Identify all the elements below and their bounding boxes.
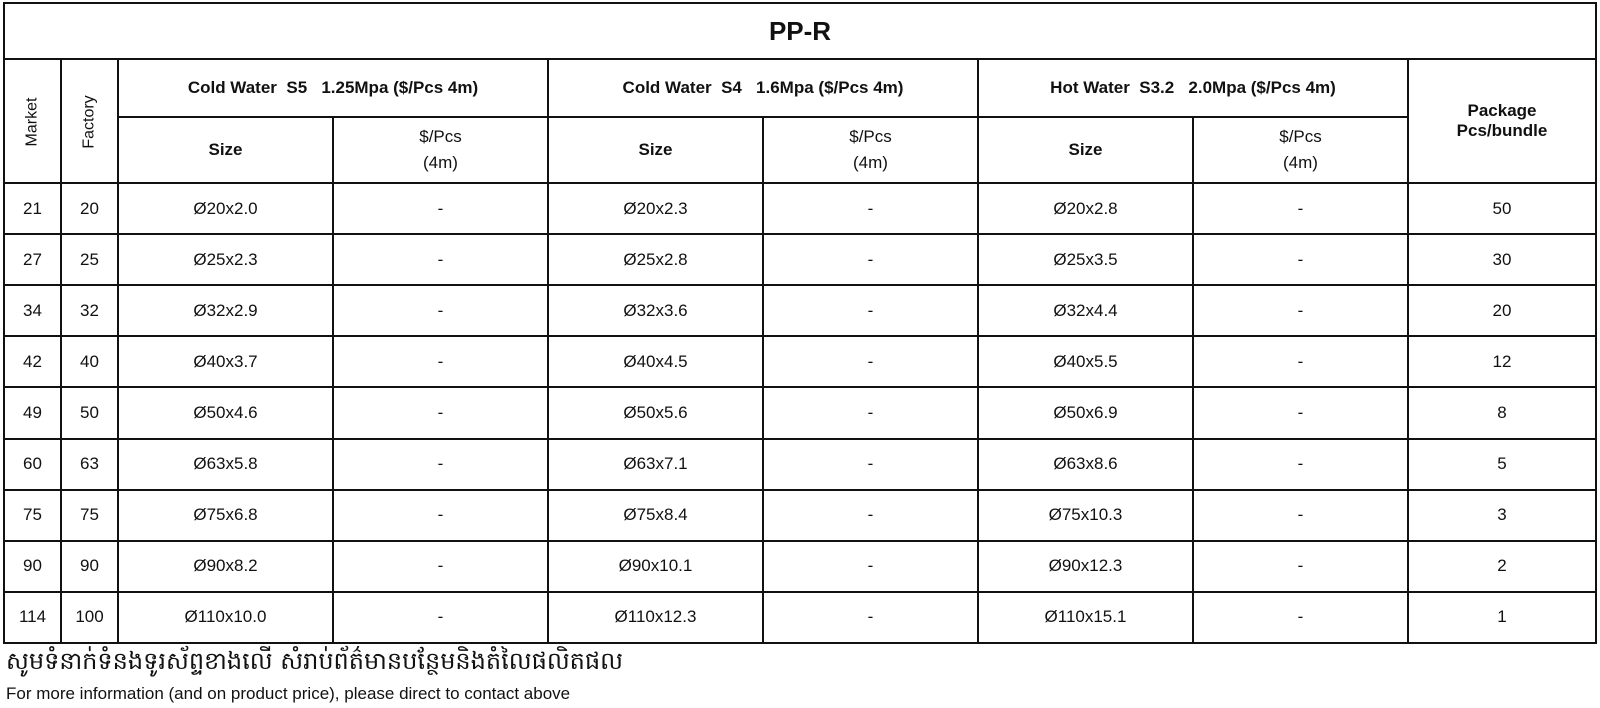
hot-price-header-line1: $/Pcs bbox=[1279, 127, 1322, 146]
hot-size-cell: Ø20x2.8 bbox=[978, 183, 1193, 234]
table-row bbox=[4, 592, 1596, 643]
hot-price-cell: - bbox=[1193, 183, 1408, 234]
hot-size-cell: Ø40x5.5 bbox=[978, 336, 1193, 387]
s5-size-cell: Ø32x2.9 bbox=[118, 285, 333, 336]
package-cell: 5 bbox=[1408, 439, 1596, 490]
hot-size-cell: Ø110x15.1 bbox=[978, 592, 1193, 643]
market-header-label: Market bbox=[23, 97, 41, 147]
s5-price-header-line1: $/Pcs bbox=[419, 127, 462, 146]
s4-price-cell: - bbox=[763, 183, 978, 234]
s4-price-header-line1: $/Pcs bbox=[849, 127, 892, 146]
market-cell: 75 bbox=[4, 490, 61, 541]
hot-size-cell: Ø75x10.3 bbox=[978, 490, 1193, 541]
hot-price-cell: - bbox=[1193, 541, 1408, 592]
factory-cell: 75 bbox=[61, 490, 118, 541]
hot-water-s32-header: Hot Water S3.2 2.0Mpa ($/Pcs 4m) bbox=[978, 59, 1408, 117]
table-title: PP-R bbox=[4, 3, 1596, 59]
hot-size-cell: Ø25x3.5 bbox=[978, 234, 1193, 285]
hot-size-cell: Ø63x8.6 bbox=[978, 439, 1193, 490]
package-cell: 2 bbox=[1408, 541, 1596, 592]
s5-price-cell: - bbox=[333, 439, 548, 490]
s4-size-cell: Ø63x7.1 bbox=[548, 439, 763, 490]
hot-price-cell: - bbox=[1193, 234, 1408, 285]
s5-price-header bbox=[333, 117, 548, 183]
hot-price-header bbox=[1193, 117, 1408, 183]
market-cell: 42 bbox=[4, 336, 61, 387]
factory-cell: 63 bbox=[61, 439, 118, 490]
s5-price-cell: - bbox=[333, 387, 548, 438]
table-body bbox=[4, 183, 1596, 643]
s4-size-cell: Ø75x8.4 bbox=[548, 490, 763, 541]
s5-price-cell: - bbox=[333, 285, 548, 336]
hot-price-cell: - bbox=[1193, 592, 1408, 643]
hot-price-cell: - bbox=[1193, 336, 1408, 387]
market-cell: 49 bbox=[4, 387, 61, 438]
package-cell: 1 bbox=[1408, 592, 1596, 643]
table-row bbox=[4, 541, 1596, 592]
package-cell: 12 bbox=[1408, 336, 1596, 387]
package-header-line1: Package bbox=[1467, 101, 1537, 120]
s5-price-cell: - bbox=[333, 592, 548, 643]
table-row bbox=[4, 234, 1596, 285]
s4-size-cell: Ø50x5.6 bbox=[548, 387, 763, 438]
market-header bbox=[4, 59, 61, 183]
s4-size-cell: Ø110x12.3 bbox=[548, 592, 763, 643]
hot-size-header: Size bbox=[978, 117, 1193, 183]
s4-size-header: Size bbox=[548, 117, 763, 183]
s4-price-header bbox=[763, 117, 978, 183]
s5-price-cell: - bbox=[333, 234, 548, 285]
cold-water-s5-header: Cold Water S5 1.25Mpa ($/Pcs 4m) bbox=[118, 59, 548, 117]
hot-price-cell: - bbox=[1193, 285, 1408, 336]
factory-cell: 40 bbox=[61, 336, 118, 387]
english-note: For more information (and on product price), please direct to contact above bbox=[6, 684, 571, 703]
s5-size-cell: Ø110x10.0 bbox=[118, 592, 333, 643]
package-cell: 20 bbox=[1408, 285, 1596, 336]
s5-size-cell: Ø90x8.2 bbox=[118, 541, 333, 592]
package-cell: 8 bbox=[1408, 387, 1596, 438]
s4-size-cell: Ø20x2.3 bbox=[548, 183, 763, 234]
hot-size-cell: Ø90x12.3 bbox=[978, 541, 1193, 592]
factory-cell: 32 bbox=[61, 285, 118, 336]
s5-size-cell: Ø63x5.8 bbox=[118, 439, 333, 490]
s5-size-cell: Ø75x6.8 bbox=[118, 490, 333, 541]
market-cell: 90 bbox=[4, 541, 61, 592]
s5-size-cell: Ø20x2.0 bbox=[118, 183, 333, 234]
s4-price-cell: - bbox=[763, 592, 978, 643]
hot-size-cell: Ø32x4.4 bbox=[978, 285, 1193, 336]
s4-size-cell: Ø40x4.5 bbox=[548, 336, 763, 387]
market-cell: 60 bbox=[4, 439, 61, 490]
price-table bbox=[3, 2, 1597, 644]
s5-price-cell: - bbox=[333, 541, 548, 592]
s5-price-header-line2: (4m) bbox=[423, 153, 458, 172]
s4-price-cell: - bbox=[763, 336, 978, 387]
cold-water-s4-header: Cold Water S4 1.6Mpa ($/Pcs 4m) bbox=[548, 59, 978, 117]
table-row bbox=[4, 183, 1596, 234]
package-cell: 50 bbox=[1408, 183, 1596, 234]
package-cell: 30 bbox=[1408, 234, 1596, 285]
market-cell: 114 bbox=[4, 592, 61, 643]
s4-price-cell: - bbox=[763, 541, 978, 592]
s5-size-header: Size bbox=[118, 117, 333, 183]
factory-header bbox=[61, 59, 118, 183]
s4-price-cell: - bbox=[763, 285, 978, 336]
s4-price-cell: - bbox=[763, 387, 978, 438]
s4-price-cell: - bbox=[763, 490, 978, 541]
factory-cell: 100 bbox=[61, 592, 118, 643]
factory-header-label: Factory bbox=[80, 95, 98, 149]
hot-price-cell: - bbox=[1193, 387, 1408, 438]
s5-price-cell: - bbox=[333, 336, 548, 387]
hot-size-cell: Ø50x6.9 bbox=[978, 387, 1193, 438]
table-row bbox=[4, 387, 1596, 438]
s4-size-cell: Ø90x10.1 bbox=[548, 541, 763, 592]
table-row bbox=[4, 336, 1596, 387]
s5-size-cell: Ø50x4.6 bbox=[118, 387, 333, 438]
table-row bbox=[4, 490, 1596, 541]
factory-cell: 90 bbox=[61, 541, 118, 592]
s5-size-cell: Ø40x3.7 bbox=[118, 336, 333, 387]
hot-price-cell: - bbox=[1193, 490, 1408, 541]
package-header bbox=[1408, 59, 1596, 183]
s4-price-header-line2: (4m) bbox=[853, 153, 888, 172]
factory-cell: 25 bbox=[61, 234, 118, 285]
s5-price-cell: - bbox=[333, 490, 548, 541]
s4-price-cell: - bbox=[763, 234, 978, 285]
factory-cell: 20 bbox=[61, 183, 118, 234]
hot-price-cell: - bbox=[1193, 439, 1408, 490]
package-cell: 3 bbox=[1408, 490, 1596, 541]
hot-price-header-line2: (4m) bbox=[1283, 153, 1318, 172]
package-header-line2: Pcs/bundle bbox=[1456, 121, 1548, 140]
s4-size-cell: Ø25x2.8 bbox=[548, 234, 763, 285]
factory-cell: 50 bbox=[61, 387, 118, 438]
table-row bbox=[4, 285, 1596, 336]
s5-price-cell: - bbox=[333, 183, 548, 234]
khmer-note: សូមទំនាក់ទំនងទូរស័ព្ទខាងលើ សំរាប់ព័ត៌មានបន្ថែមនិងតំលៃផលិតផល bbox=[6, 647, 624, 675]
market-cell: 21 bbox=[4, 183, 61, 234]
s4-size-cell: Ø32x3.6 bbox=[548, 285, 763, 336]
table-row bbox=[4, 439, 1596, 490]
market-cell: 27 bbox=[4, 234, 61, 285]
market-cell: 34 bbox=[4, 285, 61, 336]
s5-size-cell: Ø25x2.3 bbox=[118, 234, 333, 285]
s4-price-cell: - bbox=[763, 439, 978, 490]
